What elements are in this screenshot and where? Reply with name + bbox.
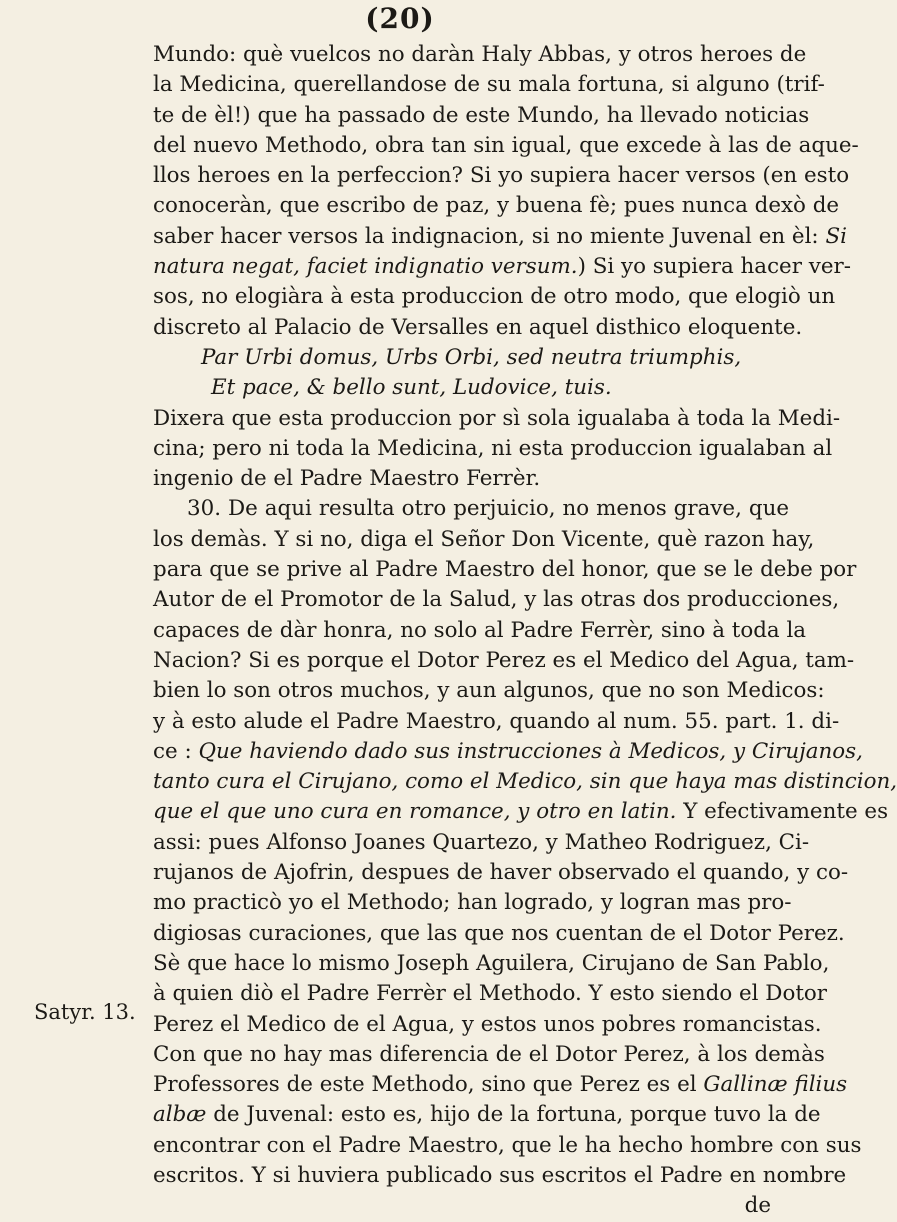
text-line [153,1161,847,1191]
italic-segment: Par Urbi domus, Urbs Orbi, sed neutra triumphis, [201,344,742,370]
text-segment: y à esto alude el Padre Maestro, quando al num. 55. part. 1. di- [153,708,840,734]
text-segment: à quien diò el Padre Ferrèr el Methodo. Y esto siendo el Dotor [153,981,828,1007]
text-line [153,161,850,191]
text-segment: mo practicò yo el Methodo; han logrado, y logran mas pro- [153,890,792,916]
text-line [153,858,849,888]
text-line [153,828,810,858]
text-line [153,646,855,676]
text-segment: assi: pues Alfonso Joanes Quartezo, y Matheo Rodriguez, Ci- [153,829,810,855]
text-segment: Professores de este Methodo, sino que Perez es el [153,1072,704,1098]
text-line [153,1070,848,1100]
text-line [153,464,789,494]
text-segment: la Medicina, querellandose de su mala fortuna, si alguno (trif- [153,72,825,98]
text-line [153,70,825,100]
italic-segment: albæ [153,1102,207,1128]
text-line [153,676,825,706]
text-segment: capaces de dàr honra, no solo al Padre Ferrèr, sino à toda la [153,617,807,643]
text-segment: de Juvenal: esto es, hijo de la fortuna, porque tuvo la de [206,1102,821,1128]
text-segment: Y efectivamente es [676,799,889,825]
page-number: (20) [365,2,435,35]
text-segment: los demàs. Y si no, diga el Señor Don Vicente, què razon hay, [153,526,815,552]
text-line [153,767,897,797]
text-segment: ingenio de el Padre Maestro Ferrèr. [153,466,541,492]
italic-segment: tanto cura el Cirujano, como el Medico, sin que haya mas distincion, [153,769,897,795]
text-line [153,585,840,615]
text-segment: Con que no hay mas diferencia de el Dotor Perez, à los demàs [153,1041,825,1067]
text-line [153,1131,862,1161]
italic-segment: Et pace, & bello sunt, Ludovice, tuis. [211,375,612,401]
text-segment: cina; pero ni toda la Medicina, ni esta produccion igualaban al [153,435,833,461]
text-line [153,737,863,767]
text-segment: rujanos de Ajofrin, despues de haver observado el quando, y co- [153,860,849,886]
text-line [153,797,889,827]
text-line [153,494,789,524]
text-line [153,949,830,979]
text-line [153,919,845,949]
text-segment: bien lo son otros muchos, y aun algunos, que no son Medicos: [153,678,825,704]
text-line [153,434,833,464]
text-segment: del nuevo Methodo, obra tan sin igual, que excede à las de aque- [153,132,859,158]
text-line [153,1100,821,1130]
text-line [153,131,859,161]
body-text [153,40,897,1222]
text-segment: 30. De aqui resulta otro perjuicio, no menos grave, que [187,496,789,522]
text-segment: Mundo: què vuelcos no daràn Haly Abbas, y otros heroes de [153,42,807,67]
text-line [153,1010,822,1040]
text-line [153,191,840,221]
italic-segment: que el que uno cura en romance, y otro en latin. [153,799,677,825]
text-line [153,252,851,282]
text-line [153,1191,789,1221]
italic-segment: Gallinæ filius [703,1072,848,1098]
text-segment: te de èl!) que ha passado de este Mundo, ha llevado noticias [153,102,810,128]
text-segment: Nacion? Si es porque el Dotor Perez es el Medico del Agua, tam- [153,647,855,673]
text-line [153,373,789,403]
text-segment: escritos. Y si huviera publicado sus escritos el Padre en nombre [153,1162,847,1188]
text-segment: ) Si yo supiera hacer ver- [577,254,851,280]
text-line [153,404,841,434]
text-segment: llos heroes en la perfeccion? Si yo supiera hacer versos (en esto [153,163,850,189]
text-line [153,282,836,312]
text-line [153,525,815,555]
text-segment: encontrar con el Padre Maestro, que le ha hecho hombre con sus [153,1132,862,1158]
text-line [153,343,789,373]
text-line [153,707,840,737]
text-line [153,222,847,252]
text-segment: Perez el Medico de el Agua, y estos unos pobres romancistas. [153,1011,822,1037]
text-segment: ce : [153,738,199,764]
text-line [153,888,792,918]
text-line [153,1040,825,1070]
text-line [153,979,828,1009]
text-segment: discreto al Palacio de Versalles en aquel disthico eloquente. [153,314,803,340]
text-segment: saber hacer versos la indignacion, si no miente Juvenal en èl: [153,223,826,249]
text-line [153,40,807,70]
text-segment: conoceràn, que escribo de paz, y buena fè; pues nunca dexò de [153,193,840,219]
text-line [153,313,803,343]
text-segment: Dixera que esta produccion por sì sola igualaba à toda la Medi- [153,405,841,431]
text-segment: sos, no elogiàra à esta produccion de otro modo, que elogiò un [153,284,836,310]
italic-segment: Que haviendo dado sus instrucciones à Medicos, y Cirujanos, [198,738,863,764]
text-segment: Autor de el Promotor de la Salud, y las otras dos producciones, [153,587,840,613]
margin-note: Satyr. 13. [34,1000,136,1024]
text-segment: de [744,1193,771,1219]
text-line [153,616,807,646]
text-line [153,555,857,585]
text-segment: para que se prive al Padre Maestro del honor, que se le debe por [153,557,857,583]
text-segment: digiosas curaciones, que las que nos cuentan de el Dotor Perez. [153,920,845,946]
text-segment: Sè que hace lo mismo Joseph Aguilera, Cirujano de San Pablo, [153,950,830,976]
italic-segment: Si [825,223,847,249]
text-line [153,101,810,131]
italic-segment: natura negat, faciet indignatio versum. [153,254,578,280]
